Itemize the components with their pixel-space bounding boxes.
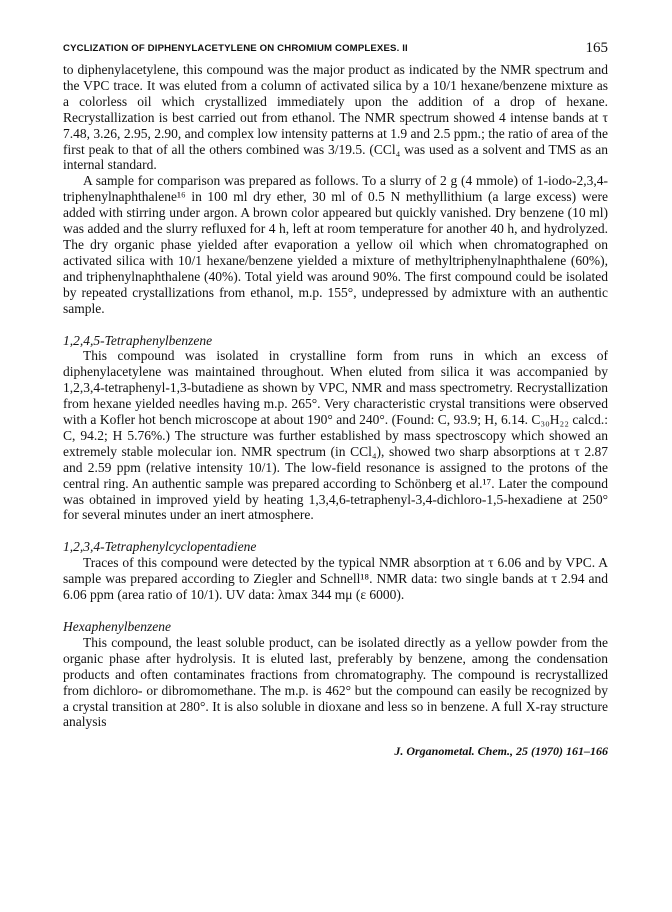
section-heading-tetraphenylbenzene: 1,2,4,5-Tetraphenylbenzene (63, 332, 213, 348)
journal-citation-footer: J. Organometal. Chem., 25 (1970) 161–166 (394, 744, 608, 759)
section-gap (63, 317, 608, 333)
paragraph-hexaphenylbenzene: This compound, the least soluble product, can be isolated directly as a yellow powder from the organic phase after hydrolysis. It is eluted last, preferably by benzene, among the condensation products and often contaminates fractions from chromatography. The compound is recrystallized from dichloro- or dibromomethane. The m.p. is 462° but the compound can easily be recognized by a crystal transition at 280°. It is also soluble in dioxane and less so in benzene. A full X-ray structure analysis (63, 634, 608, 730)
section-heading-tetraphenylcyclopentadiene: 1,2,3,4-Tetraphenylcyclopentadiene (63, 539, 257, 555)
paragraph-tetraphenylcyclopentadiene: Traces of this compound were detected by the typical NMR absorption at τ 6.06 and by VPC. A sample was prepared according to Ziegler and Schnell¹⁸. NMR data: two single bands at τ 2.94 and 6.06 ppm (area ratio of 10/1). UV data: λmax 344 mμ (ε 6000). (63, 555, 608, 603)
section-heading-hexaphenylbenzene: Hexaphenylbenzene (63, 619, 171, 634)
page-number: 165 (585, 40, 608, 56)
paragraph-continued: to diphenylacetylene, this compound was the major product as indicated by the NMR spectrum and the VPC trace. It was eluted from a column of activated silica by a 10/1 hexane/benzene mixture as a colorless oil which crystallized immediately upon the addition of a drop of hexane. Recrystallization is best carried out from ethanol. The NMR spectrum showed 4 intense bands at τ 7.48, 3.26, 2.95, 2.90, and complex low intensity patterns at 1.9 and 2.5 ppm.; the ratio of area of the first peak to that of all the others combined was 3/19.5. (CCl₄ was used as a solvent and TMS as an internal standard. (63, 62, 608, 173)
section-gap (63, 603, 608, 619)
section-gap (63, 523, 608, 539)
journal-page (63, 40, 608, 759)
running-title: CYCLIZATION OF DIPHENYLACETYLENE ON CHROMIUM COMPLEXES. II (63, 43, 408, 54)
paragraph-tetraphenylbenzene: This compound was isolated in crystalline form from runs in which an excess of diphenylacetylene was maintained throughout. When eluted from silica it was accompanied by 1,2,3,4-tetraphenyl-1,3-butadiene as shown by VPC, NMR and mass spectrometry. Recrystallization from hexane yielded needles having m.p. 265°. Very characteristic crystal transitions were observed with a Kofler hot bench microscope at about 190° and 240°. (Found: C, 93.9; H, 6.14. C₃₀H₂₂ calcd.: C, 94.2; H 5.76%.) The structure was further established by mass spectroscopy which showed an extremely stable molecular ion. NMR spectrum (in CCl₄), showed two sharp absorptions at τ 2.87 and 2.59 ppm (relative intensity 10/1). The low-field resonance is assigned to the protons of the central ring. An authentic sample was prepared according to Schönberg et al.¹⁷. Later the compound was obtained in improved yield by heating 1,3,4,6-tetraphenyl-3,4-dichloro-1,5-hexadiene at 250° for several minutes under an inert atmosphere. (63, 348, 608, 523)
running-head (63, 40, 608, 62)
paragraph-comparison-sample: A sample for comparison was prepared as follows. To a slurry of 2 g (4 mmole) of 1-iodo-2,3,4-triphenylnaphthalene¹⁶ in 100 ml dry ether, 30 ml of 0.5 N methyllithium (a large excess) were added with stirring under argon. A brown color appeared but quickly vanished. Dry benzene (10 ml) was added and the slurry refluxed for 4 h, left at room temperature for another 40 h, and hydrolyzed. The dry organic phase yielded after evaporation a yellow oil which when chromatographed on activated silica with 10/1 hexane/benzene yielded a mixture of methyltriphenylnaphthalene (60%), and triphenylnaphthalene (40%). Total yield was around 90%. The first compound could be isolated by repeated crystallizations from ethanol, m.p. 155°, undepressed by admixture with an authentic sample. (63, 173, 608, 316)
